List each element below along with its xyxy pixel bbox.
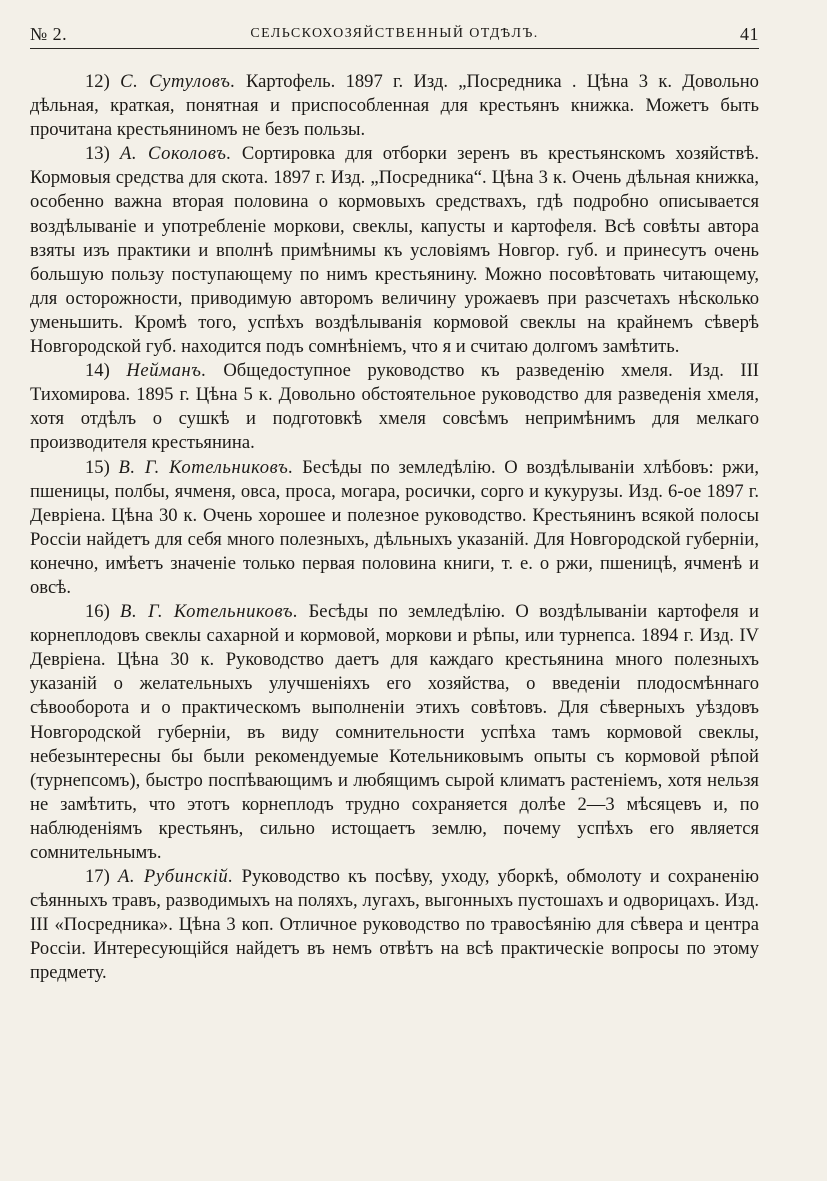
entry-author: С. Сутуловъ.: [120, 71, 236, 92]
bibliography-entry-13: [30, 142, 759, 359]
entry-number: 14): [85, 360, 110, 382]
bibliography-entry-16: [30, 600, 759, 865]
bibliography-entry-14: [30, 359, 759, 455]
section-title: СЕЛЬСКОХОЗЯЙСТВЕННЫЙ ОТДѢЛЪ.: [250, 26, 539, 41]
page-body: [30, 70, 759, 986]
entry-author: В. Г. Котельниковъ.: [120, 601, 299, 623]
entry-text: Картофель. 1897 г. Изд. „Посредника . Цѣна 3 к. Довольно дѣльная, краткая, понятная и приспособленная для крестьянъ книжка. Можетъ быть прочитана крестьяниномъ не безъ пользы.: [30, 71, 759, 141]
page-header: [30, 22, 759, 49]
entry-number: 16): [85, 601, 110, 623]
entry-author: А. Соколовъ.: [119, 143, 232, 165]
entry-text: Бесѣды по земледѣлію. О воздѣлываніи картофеля и корнеплодовъ свеклы сахарной и кормовой, моркови и рѣпы, или турнепса. 1894 г. Изд. IV Девріена. Цѣна 30 к. Руководство даетъ для каждаго крестьянина много полезныхъ указаній о желательныхъ улучшеніяхъ его хозяйства, о введеніи плодосмѣннаго сѣвооборота и о практическомъ выполненіи этихъ совѣтовъ. Для сѣверныхъ уѣздовъ Новгородской губерніи, въ виду сомнительности успѣха тамъ кормовой свеклы, небезынтересны бы были рекомендуемые Котельниковымъ опыты съ кормовой рѣпой (турнепсомъ), быстро поспѣвающимъ и любящимъ сырой климатъ растеніемъ, хотя нельзя не замѣтить, что этотъ корнеплодъ трудно сохраняется долѣе 2—3 мѣсяцевъ и, по наблюденіямъ крестьянъ, сильно истощаетъ землю, почему успѣхъ его является сомнительнымъ.: [30, 601, 759, 863]
entry-author: А. Рубинскій.: [117, 866, 234, 888]
entry-text: Бесѣды по земледѣлію. О воздѣлываніи хлѣбовъ: ржи, пшеницы, полбы, ячменя, овса, проса, могара, росички, сорго и кукурузы. Изд. 6-ое 1897 г. Девріена. Цѣна 30 к. Очень хорошее и полезное руководство. Крестьянинъ всякой полосы Россіи найдетъ для себя много полезныхъ, дѣльныхъ указаній. Для Новгородской губерніи, конечно, имѣетъ значеніе только первая половина книги, т. е. о ржи, пшеницѣ, ячменѣ и овсѣ.: [30, 456, 759, 598]
entry-number: 13): [85, 143, 110, 165]
entry-number: 15): [85, 456, 110, 478]
bibliography-entry-15: [30, 456, 759, 601]
bibliography-entry-12: [30, 70, 759, 142]
entry-text: Сортировка для отборки зеренъ въ крестьянскомъ хозяйствѣ. Кормовыя средства для скота. 1897 г. Изд. „Посредника“. Цѣна 3 к. Очень дѣльная книжка, особенно важна вторая половина о кормовыхъ средствахъ, гдѣ подробно описывается воздѣлываніе и употребленіе моркови, свеклы, капусты и картофеля. Всѣ совѣты автора взяты изъ практики и вполнѣ примѣнимы къ условіямъ Новгор. губ. и принесутъ очень большую пользу поступающему по нимъ крестьянину. Можно посовѣтовать читающему, для осторожности, приводимую авторомъ величину урожаевъ при разсчетахъ нѣсколько уменьшить. Кромѣ того, успѣхъ воздѣлыванія кормовой свеклы на крайнемъ сѣверѣ Новгородской губ. находится подъ сомнѣніемъ, что я и считаю долгомъ замѣтить.: [30, 143, 759, 358]
entry-number: 12): [85, 71, 110, 92]
bibliography-entry-17: [30, 865, 759, 985]
entry-author: Нейманъ.: [126, 360, 207, 382]
entry-author: В. Г. Котельниковъ.: [118, 456, 294, 478]
entry-text: Общедоступное руководство къ разведенію хмеля. Изд. III Тихомирова. 1895 г. Цѣна 5 к. Довольно обстоятельное руководство для разведенія хмеля, хотя отдѣлъ о сушкѣ и подготовкѣ хмеля совсѣмъ непримѣнимъ для мелкаго производителя крестьянина.: [30, 360, 759, 454]
entry-text: Руководство къ посѣву, уходу, уборкѣ, обмолоту и сохраненію сѣянныхъ травъ, разводимыхъ на поляхъ, лугахъ, выгонныхъ пустошахъ и одворицахъ. Изд. III «Посредника». Цѣна 3 коп. Отличное руководство по травосѣянію для сѣвера и центра Россіи. Интересующійся найдетъ въ немъ отвѣтъ на всѣ практическіе вопросы по этому предмету.: [30, 866, 760, 984]
issue-number: № 2.: [30, 24, 68, 44]
entry-number: 17): [85, 866, 110, 888]
page-number: 41: [740, 24, 759, 44]
